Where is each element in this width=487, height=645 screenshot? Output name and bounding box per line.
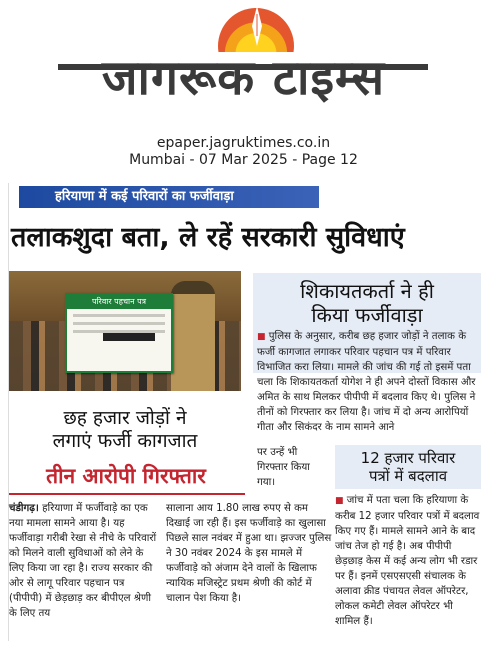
- family-id-card-title: परिवार पहचान पत्र: [67, 295, 171, 309]
- family-box: [335, 445, 481, 489]
- photo-officer: [171, 281, 215, 391]
- bullet-icon: ■: [257, 332, 266, 342]
- article-column-2: सालाना आय 1.80 लाख रुपए से कम दिखाई जा रही हैं। इस फर्जीवाड़े का खुलासा पिछले साल नवंबर में हुआ था। झज्जर पुलिस ने 30 नवंबर 2024 के इस मामले में फर्जीवाड़े को अंजाम देने वालों के खिलाफ न्यायिक मजिस्ट्रेट प्रथम श्रेणी की कोर्ट में चालान पेश किया है।: [166, 503, 332, 604]
- masthead: [0, 0, 487, 120]
- family-box-title: 12 हजार परिवार पत्रों में बदलाव: [360, 449, 456, 485]
- divider: [9, 493, 245, 495]
- article-kicker: हरियाणा में कई परिवारों का फर्जीवाड़ा: [19, 186, 319, 208]
- news-article: [8, 183, 483, 641]
- pen-nib-icon: [252, 6, 262, 46]
- dateline: चंडीगढ़।: [9, 503, 39, 514]
- news-photo: [9, 271, 241, 391]
- bullet-icon: ■: [335, 496, 344, 506]
- article-subhead: छह हजार जोड़ों ने लगाएं फर्जी कागजात: [52, 407, 198, 452]
- complaint-paragraph-tail: पर उन्हें भी गिरफ्तार किया गया।: [257, 447, 310, 488]
- article-headline: तलाकशुदा बता, ले रहें सरकारी सुविधाएं: [11, 222, 405, 253]
- newspaper-logo: जागरूक टाइम्स: [101, 50, 386, 106]
- edition-line: Mumbai - 07 Mar 2025 - Page 12: [129, 152, 358, 168]
- article-column-3: ■ जांच में पता चला कि हरियाणा के करीब 12 हजार परिवार पत्रों में बदलाव किए गए हैं। मामले सामने आने के बाद जांच तेज हो गई है। अब पीपीपी छेड़छाड़ केस में कई अन्य लोग भी रडार पर हैं। इनमें एसएसएसी संचालक के अलावा क्रीड पंचायत लेवल ऑपरेटर, लोकल कमेटी लेवल ऑपरेटर भी शामिल हैं।: [335, 495, 480, 627]
- complaint-paragraph: ■ पुलिस के अनुसार, करीब छह हजार जोड़ों ने तलाक के फर्जी कागजात लगाकर परिवार पहचान पत्र में परिवार विभाजित करा लिया। मामले की जांच की गई तो इसमें पता चला कि शिकायतकर्ता योगेश ने ही अपने दोस्तों विकास और अमित के साथ मिलकर पीपीपी में बदलाव किए थे। पुलिस ने तीनों को गिरफ्तार कर लिया है। जांच में दो अन्य आरोपियों गीता और सिकंदर के नाम सामने आने: [257, 331, 476, 433]
- complaint-box-title: शिकायतकर्ता ने ही किया फर्जीवाड़ा: [300, 279, 434, 327]
- family-id-card: [65, 293, 173, 373]
- arrest-headline: तीन आरोपी गिरफ्तार: [46, 464, 206, 488]
- epaper-url: epaper.jagruktimes.co.in: [156, 135, 331, 151]
- article-column-1: चंडीगढ़। हरियाणा में फर्जीवाड़े का एक नया मामला सामने आया है। यह फर्जीवाड़ा गरीबी रेखा से नीचे के परिवारों को मिलने वाली सुविधाओं को लेने के लिए किया जा रहा है। राज्य सरकार की ओर से लागू परिवार पहचान पत्र (पीपीपी) में छेड़छाड़ कर बीपीएल श्रेणी के लिए तय: [9, 503, 157, 619]
